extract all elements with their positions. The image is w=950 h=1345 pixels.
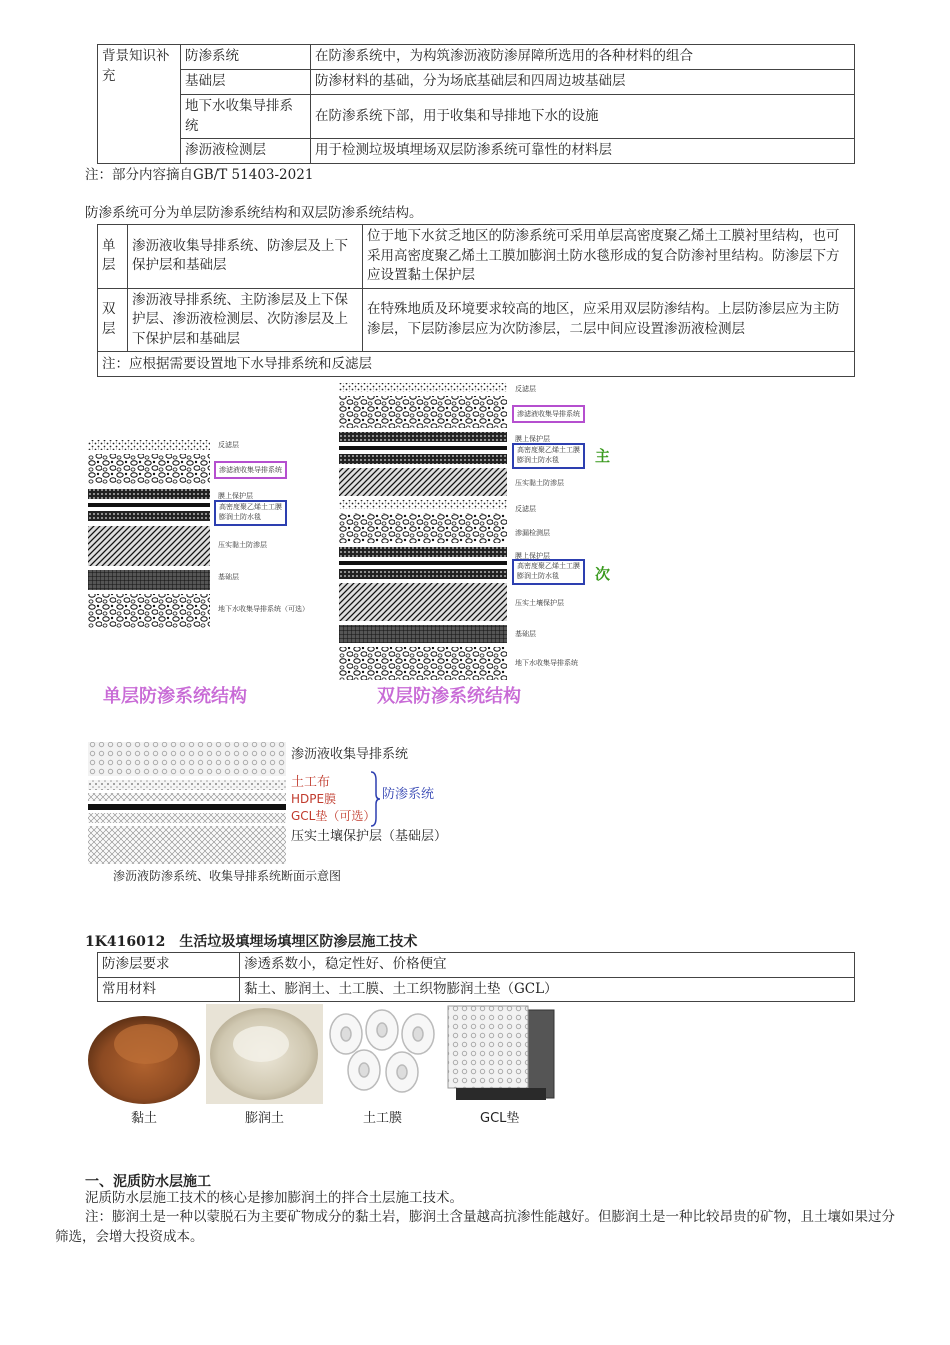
desc-cell: 在特殊地质及环境要求较高的地区，应采用双层防渗结构。上层防渗层应为主防渗层，下层防渗层应为次防渗层，二层中间应设置渗沥液检测层 [363,288,855,352]
label-gcl-1: 膨润土防水毯 [517,455,559,464]
value-cell: 渗透系数小，稳定性好、价格便宜 [240,953,855,978]
label-filter-2: 反滤层 [515,505,536,513]
label-secondary-liner-box [512,559,585,585]
secondary-mark: 次 [595,565,611,583]
material-label-geomembrane: 土工膜 [363,1111,403,1126]
term-cell: 地下水收集导排系统 [181,95,311,139]
paragraph-core: 泥质防水层施工技术的核心是掺加膨润土的拌合土层施工技术。 [85,1190,463,1206]
label-collection: 渗滤液收集导排系统 [219,466,282,474]
label-groundwater: 地下水收集导排系统（可选） [218,605,309,613]
label-hdpe-2: 高密度聚乙烯土工膜 [517,562,580,570]
label-system: 防渗系统 [382,787,435,802]
brace-icon [369,770,381,828]
label-filter: 反滤层 [218,441,239,449]
label-collection: 渗沥液收集导排系统 [291,747,409,762]
single-layer-diagram [88,436,308,631]
gcl-photo [442,1004,559,1104]
label-protect: 膜上保护层 [218,492,253,500]
term-cell: 渗沥液检测层 [181,139,311,164]
label-collection-box [214,461,287,479]
label-filter-1: 反滤层 [515,385,536,393]
clay-photo [86,1004,203,1104]
geomembrane-photo [324,1004,441,1104]
section-diagram [88,740,468,890]
label-gcl: GCL垫（可选） [291,809,376,823]
label-base: 基础层 [218,573,239,581]
primary-mark: 主 [595,447,611,465]
type-cell: 双层 [98,288,128,352]
label-liner-box [214,500,287,526]
label-geotextile: 土工布 [291,775,331,790]
liner-requirements-table [97,952,855,1002]
intro-text: 防渗系统可分为单层防渗系统结构和双层防渗系统结构。 [85,205,423,221]
label-protect-2: 膜上保护层 [515,552,550,560]
desc-cell: 防渗材料的基础，分为场底基础层和四周边坡基础层 [311,70,855,95]
term-cell: 基础层 [181,70,311,95]
material-label-clay: 黏土 [131,1111,158,1126]
source-note: 注：部分内容摘自GB/T 51403-2021 [85,167,314,183]
paragraph-note: 注：膨润土是一种以蒙脱石为主要矿物成分的黏土岩，膨润土含量越高抗渗性能越好。但膨润土是一种比较昂贵的矿物，且土壤如果过分筛选，会增大投资成本。 [55,1209,895,1245]
label-groundwater: 地下水收集导排系统 [515,659,578,667]
structure-type-table [97,224,855,377]
single-layer-strata [88,436,210,631]
label-primary-liner-box [512,443,585,469]
double-layer-caption: 双层防渗系统结构 [377,686,521,707]
layers-cell: 渗沥液导排系统、主防渗层及上下保护层、渗沥液检测层、次防渗层及上下保护层和基础层 [128,288,363,352]
label-base: 压实土壤保护层（基础层） [291,829,448,844]
label-soil-protect: 压实土壤保护层 [515,599,564,607]
material-label-bentonite: 膨润土 [245,1111,285,1126]
label-base: 基础层 [515,630,536,638]
table-note: 注：应根据需要设置地下水导排系统和反滤层 [98,352,855,377]
label-clay: 压实黏土防渗层 [218,541,267,549]
group-label: 背景知识补充 [98,45,181,164]
label-protect-1: 膜上保护层 [515,435,550,443]
label-cell: 常用材料 [98,977,240,1002]
label-hdpe: HDPE膜 [291,792,337,806]
bentonite-photo [206,1004,323,1104]
label-collection-box [512,405,585,423]
value-cell: 黏土、膨润土、土工膜、土工织物膨润土垫（GCL） [240,977,855,1002]
type-cell: 单层 [98,225,128,289]
sub-heading: 一、泥质防水层施工 [85,1174,211,1190]
label-hdpe: 高密度聚乙烯土工膜 [219,503,282,511]
label-gcl: 膨润土防水毯 [219,512,261,521]
double-layer-diagram [339,382,629,682]
desc-cell: 位于地下水贫乏地区的防渗系统可采用单层高密度聚乙烯土工膜衬里结构，也可采用高密度聚乙烯土工膜加膨润土防水毯形成的复合防渗衬里结构。防渗层下方应设置黏土保护层 [363,225,855,289]
background-knowledge-table [97,44,855,164]
layers-cell: 渗沥液收集导排系统、防渗层及上下保护层和基础层 [128,225,363,289]
desc-cell: 用于检测垃圾填埋场双层防渗系统可靠性的材料层 [311,139,855,164]
label-collection: 渗滤液收集导排系统 [517,410,580,418]
label-clay: 压实黏土防渗层 [515,479,564,487]
single-layer-caption: 单层防渗系统结构 [103,686,247,707]
desc-cell: 在防渗系统下部，用于收集和导排地下水的设施 [311,95,855,139]
label-hdpe-1: 高密度聚乙烯土工膜 [517,446,580,454]
label-cell: 防渗层要求 [98,953,240,978]
term-cell: 防渗系统 [181,45,311,70]
label-leak-detection: 渗漏检测层 [515,529,550,537]
label-gcl-2: 膨润土防水毯 [517,571,559,580]
material-label-gcl: GCL垫 [480,1111,520,1126]
double-layer-strata [339,382,507,682]
section-heading: 1K416012 生活垃圾填埋场填埋区防渗层施工技术 [85,934,418,950]
section-caption: 渗沥液防渗系统、收集导排系统断面示意图 [113,869,342,883]
section-strata [88,740,286,866]
desc-cell: 在防渗系统中，为构筑渗沥液防渗屏障所选用的各种材料的组合 [311,45,855,70]
